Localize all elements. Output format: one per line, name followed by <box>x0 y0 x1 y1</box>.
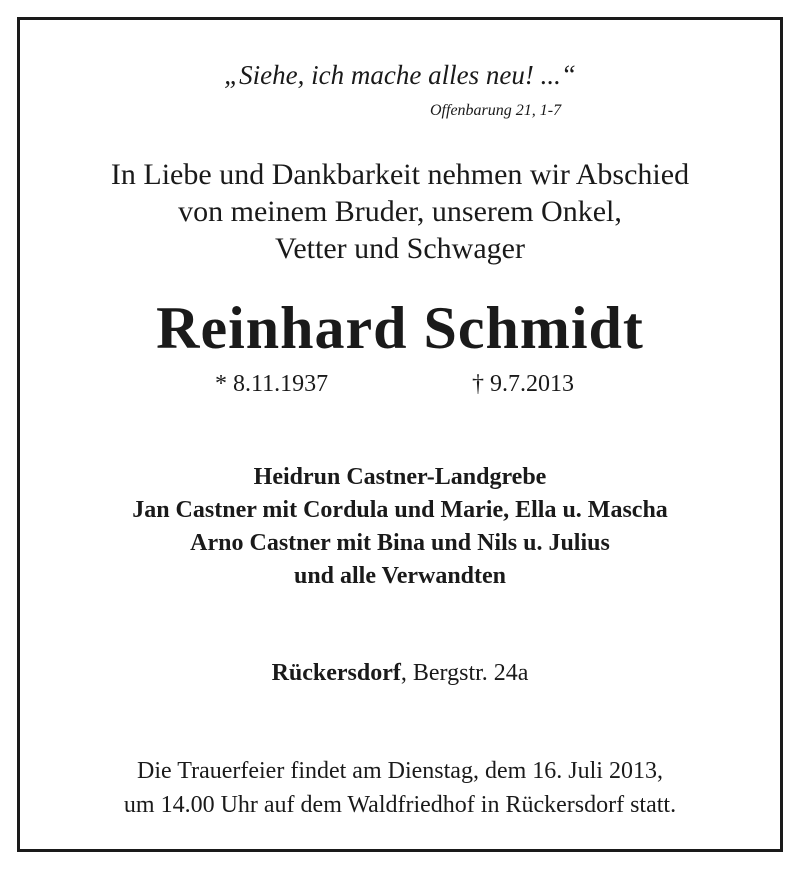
mourner-line-2: Jan Castner mit Cordula und Marie, Ella u. Mascha <box>132 497 668 523</box>
intro-line-1: In Liebe und Dankbarkeit nehmen wir Abschied <box>110 158 690 191</box>
address <box>0 660 800 687</box>
intro-line-2: von meinem Bruder, unserem Onkel, <box>178 195 622 228</box>
funeral-line-2: um 14.00 Uhr auf dem Waldfriedhof in Rückersdorf statt. <box>123 792 677 818</box>
mourner-line-4: und alle Verwandten <box>293 563 507 589</box>
mourner-line-3: Arno Castner mit Bina und Nils u. Julius <box>190 530 610 556</box>
notice-border <box>17 17 783 852</box>
deceased-name: Reinhard Schmidt <box>156 295 644 361</box>
birth-date: * 8.11.1937 <box>215 371 329 397</box>
address-town: Rückersdorf <box>271 660 401 686</box>
motto-source: Offenbarung 21, 1-7 <box>430 102 562 119</box>
address-street: , Bergstr. 24a <box>400 660 529 686</box>
death-date: † 9.7.2013 <box>472 371 574 397</box>
mourner-line-1: Heidrun Castner-Landgrebe <box>253 464 547 490</box>
motto-quote: „Siehe, ich mache alles neu! ...“ <box>224 60 576 90</box>
funeral-line-1: Die Trauerfeier findet am Dienstag, dem 16. Juli 2013, <box>137 758 663 784</box>
intro-line-3: Vetter und Schwager <box>275 232 525 265</box>
